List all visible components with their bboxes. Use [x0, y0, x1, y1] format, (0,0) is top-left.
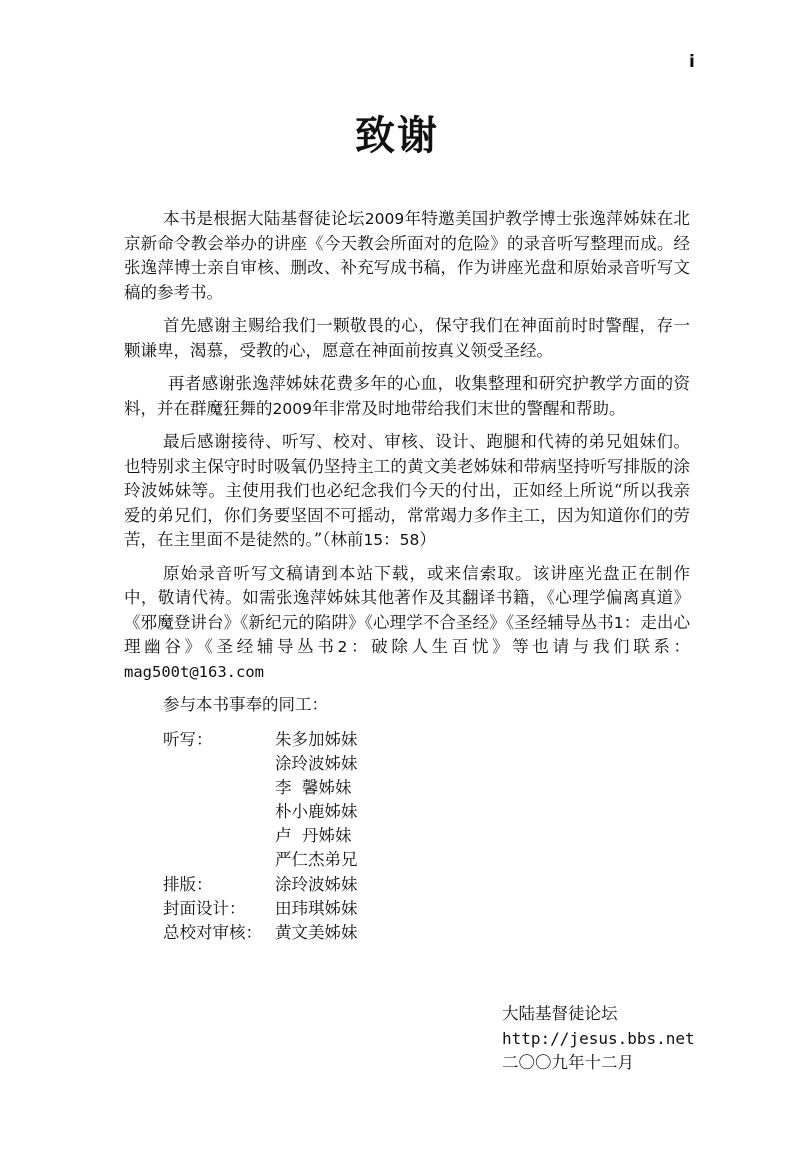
- staff-name: 涂玲波姊妹: [275, 753, 358, 773]
- signature-org: 大陆基督徒论坛: [502, 1004, 618, 1023]
- signature-date: 二〇〇九年十二月: [502, 1053, 634, 1072]
- text-run: 2009: [364, 210, 405, 228]
- paragraph-4: [124, 430, 690, 553]
- text-run: ：走出心理幽谷》《圣经辅导丛书: [124, 612, 691, 656]
- text-run: ）: [419, 530, 436, 549]
- staff-role: [163, 752, 275, 776]
- text-run: 再者感谢张逸萍姊妹花费多年的心血，收集整理和研究护教学方面的资料，并在群魔狂舞的: [124, 374, 690, 418]
- staff-role: [163, 848, 275, 872]
- staff-row: [163, 800, 690, 824]
- staff-role: 封面设计：: [163, 898, 246, 918]
- staff-role: [163, 776, 275, 800]
- signature-url: http://jesus.bbs.net: [502, 1028, 695, 1048]
- text-run: 最后感谢接待、听写、校对、审核、设计、跑腿和代祷的弟兄姐妹们。也特别求主保守时时吸氧仍坚持主工的黄文美老姊妹和带病坚持听写排版的涂玲波姊妹等。主使用我们也必纪念我们今天的付出，正如经上所说“所以我亲爱的弟兄们，你们务要坚固不可摇动，常常竭力多作主工，因为知道你们的劳苦，在主里面不是徒然的。”（林前: [124, 432, 690, 549]
- text-run: 2: [337, 638, 348, 656]
- text-run: 2009: [272, 399, 312, 418]
- paragraph-2: [124, 314, 690, 363]
- text-run: ：: [383, 530, 400, 549]
- text-run: 年非常及时地带给我们末世的警醒和帮助。: [311, 398, 626, 418]
- staff-row: [163, 728, 690, 752]
- text-run: 原始录音听写文稿请到本站下载，或来信索取。该讲座光盘正在制作中，敬请代祷。如需张逸萍姊妹其他著作及其翻译书籍，《心理学偏离真道》《邪魔登讲台》《新纪元的陷阱》《心理学不合圣经》《圣经辅导丛书: [124, 563, 690, 632]
- text-run: ：破除人生百忧》等也请与我们联系：: [347, 637, 690, 656]
- page-number: i: [689, 52, 695, 72]
- staff-role: 总校对审核：: [163, 923, 262, 942]
- staff-name: 涂玲波姊妹: [275, 874, 358, 894]
- staff-name: 严仁杰弟兄: [275, 850, 358, 870]
- text-run: 58: [399, 531, 420, 549]
- staff-row: [163, 752, 690, 776]
- staff-row: [163, 921, 690, 945]
- staff-row: [163, 897, 690, 921]
- staff-name: 朱多加姊妹: [275, 729, 358, 749]
- staff-list: [124, 728, 690, 946]
- staff-role: 排版：: [163, 874, 213, 894]
- page-title: 致谢: [355, 112, 439, 159]
- staff-role: 听写：: [163, 729, 213, 749]
- staff-name: 李 馨姊妹: [275, 777, 352, 797]
- paragraph-3: [124, 372, 690, 421]
- staff-name: 卢 丹姊妹: [275, 826, 352, 846]
- text-run: mag500t@163.com: [124, 662, 264, 681]
- staff-name: 田玮琪姊妹: [275, 898, 358, 918]
- text-run: 15: [363, 531, 384, 549]
- text-run: 1: [613, 613, 624, 632]
- signature-block: [502, 1002, 695, 1076]
- paragraph-1: [124, 207, 690, 305]
- staff-row: [163, 873, 690, 897]
- paragraph-5: [124, 562, 690, 685]
- staff-heading: 参与本书事奉的同工：: [163, 695, 328, 714]
- staff-role: [163, 800, 275, 824]
- staff-role: [163, 824, 275, 848]
- text-run: 本书是根据大陆基督徒论坛: [163, 209, 365, 228]
- staff-name: 朴小鹿姊妹: [275, 802, 358, 822]
- staff-row: [163, 848, 690, 872]
- staff-row: [163, 824, 690, 848]
- staff-row: [163, 776, 690, 800]
- text-run: 年特邀美国护教学博士张逸萍姊妹在北京新命令教会举办的讲座《今天教会所面对的危险》的录音听写整理而成。经张逸萍博士亲自审核、删改、补充写成书稿，作为讲座光盘和原始录音听写文稿的参考书。: [124, 209, 691, 302]
- text-run: 首先感谢主赐给我们一颗敬畏的心，保守我们在神面前时时警醒，存一颗谦卑，渴慕，受教的心，愿意在神面前按真义领受圣经。: [124, 316, 690, 360]
- acknowledgement-body: [124, 207, 690, 945]
- staff-name: 黄文美姊妹: [275, 923, 358, 942]
